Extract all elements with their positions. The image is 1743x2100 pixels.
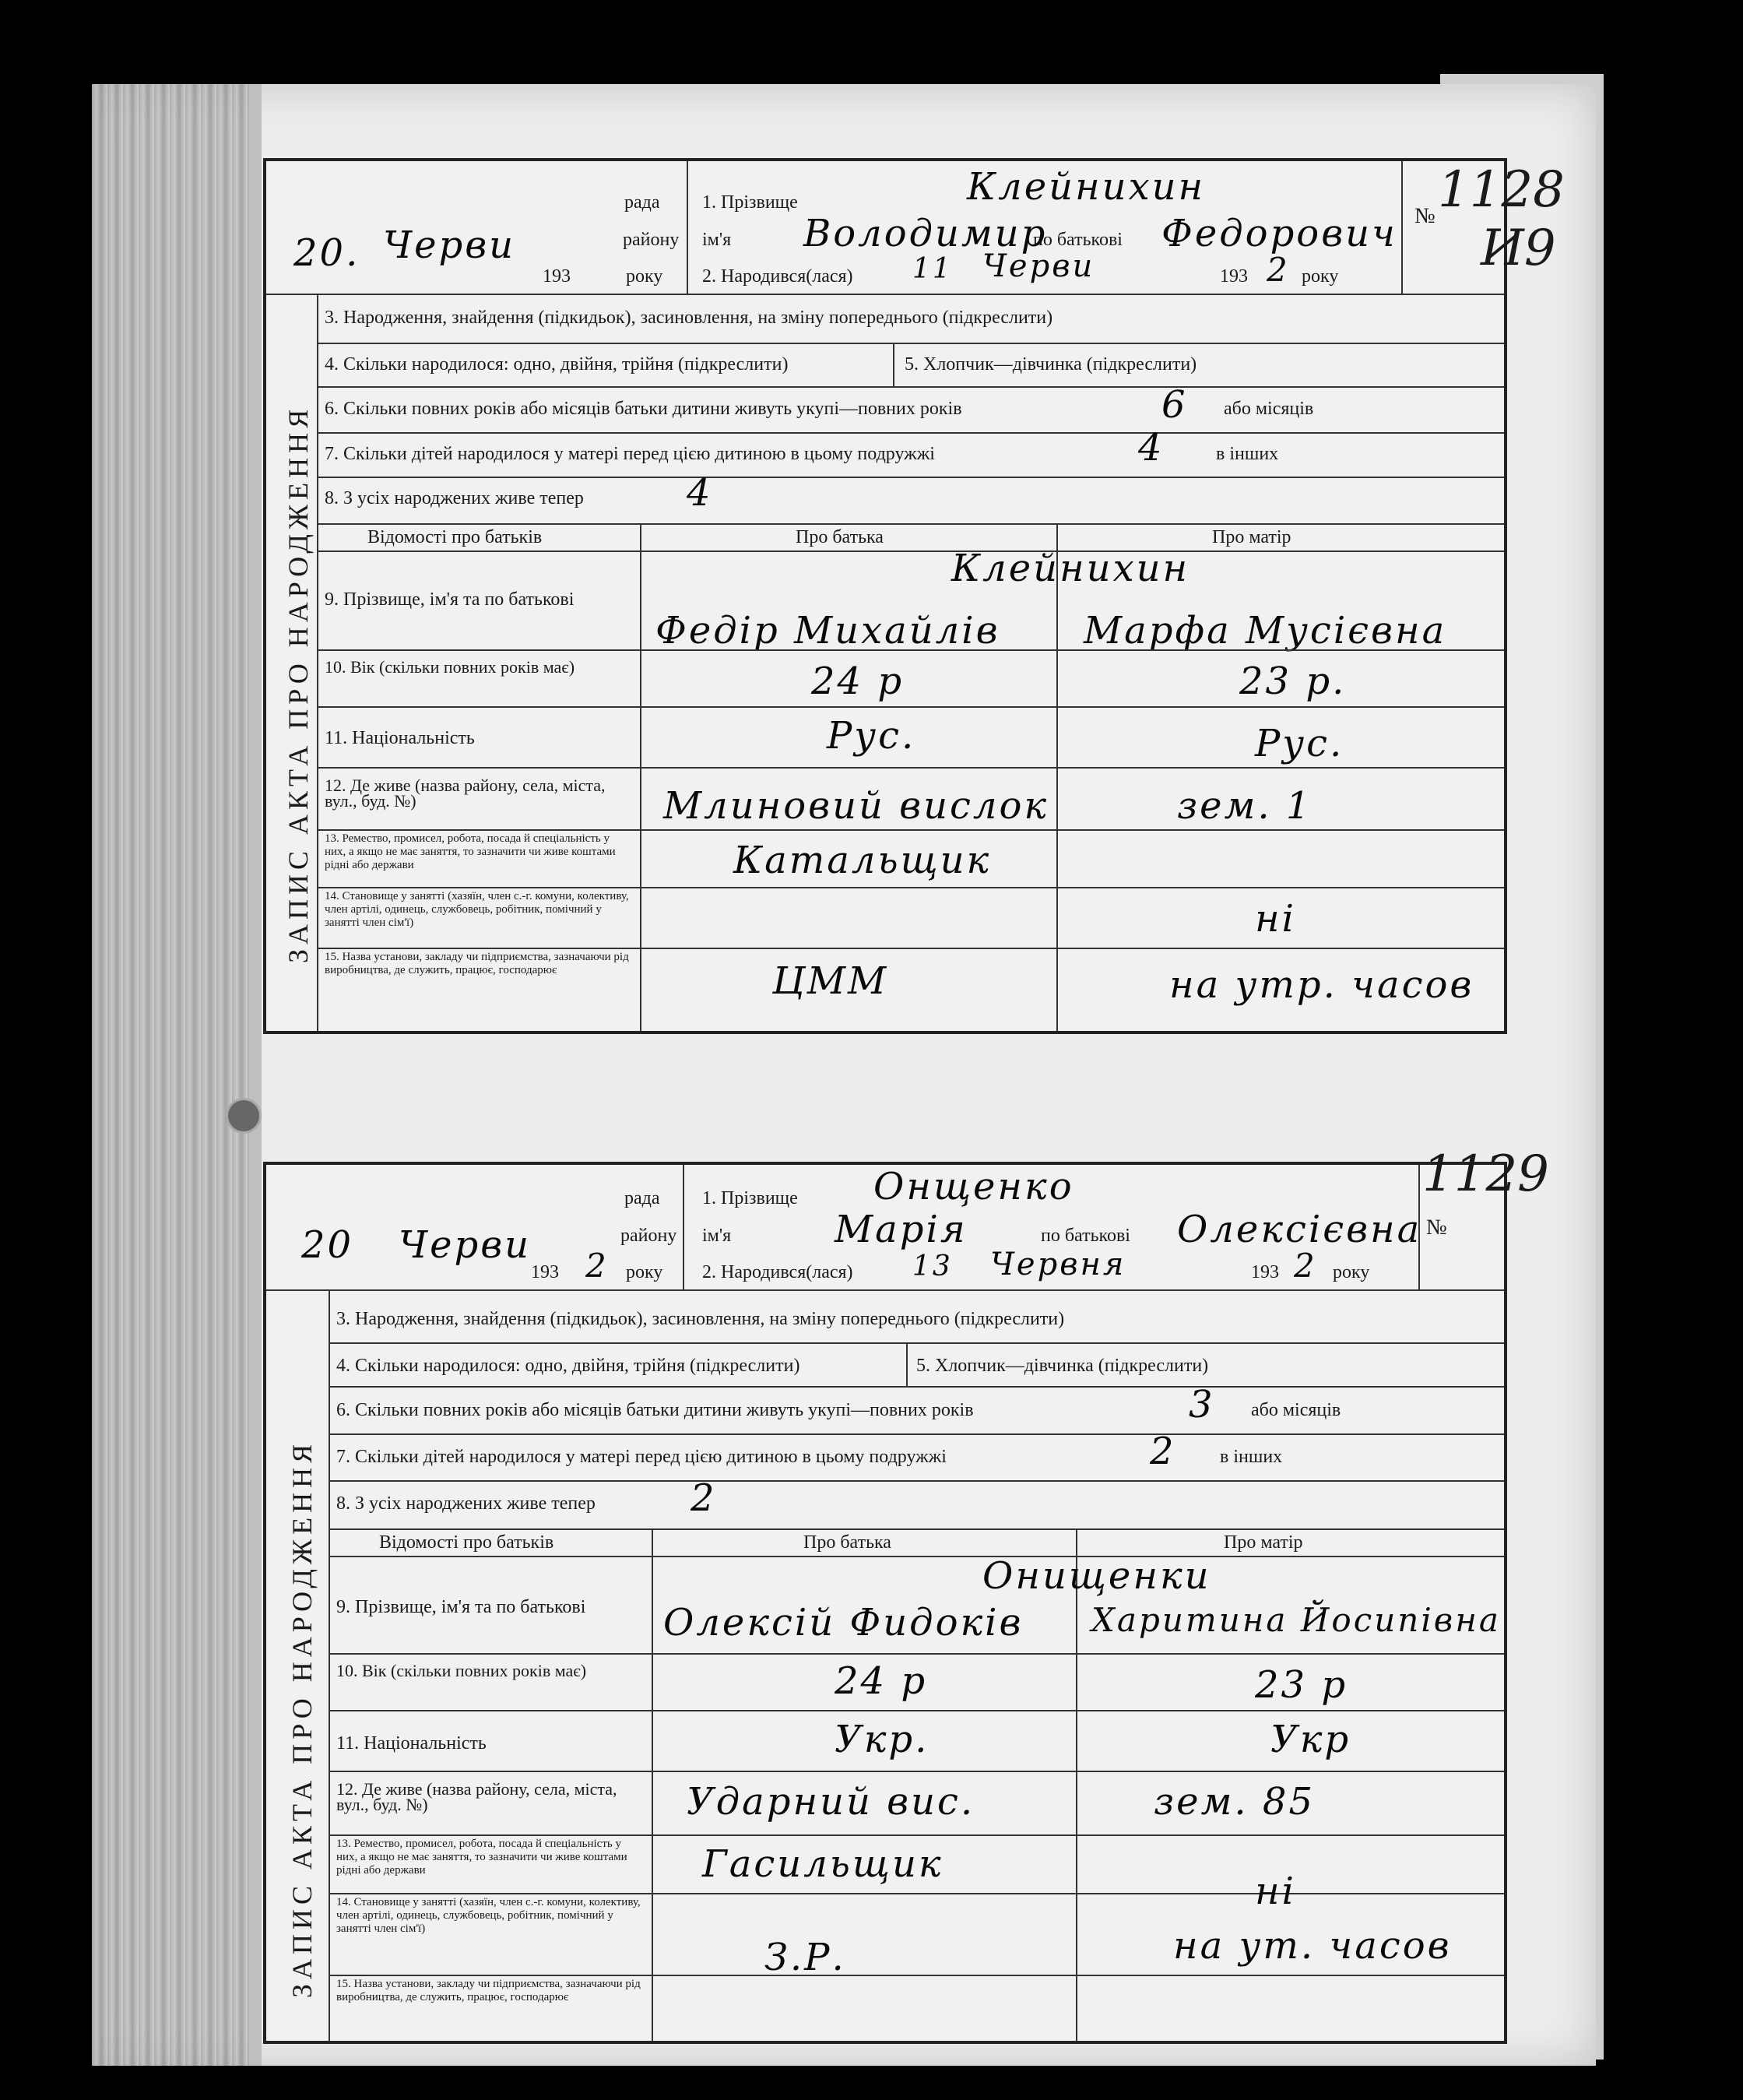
page-fold — [249, 84, 262, 2066]
field-6-years: 3 — [1189, 1383, 1215, 1426]
child-patronymic: Олексієвна — [1177, 1208, 1422, 1251]
parents-surname: Клейнихин — [951, 547, 1190, 590]
father-nationality: Укр. — [835, 1718, 929, 1761]
number-sign: № — [1414, 204, 1436, 228]
child-surname: Клейнихин — [967, 165, 1206, 209]
father-address: Ударний вис. — [687, 1780, 975, 1824]
side-title: ЗАПИС АКТА ПРО НАРОДЖЕННЯ — [286, 1439, 318, 1998]
field-8-label: 8. З усіх народжених живе тепер — [336, 1493, 596, 1514]
rada-label: рада — [624, 192, 660, 213]
field-6-months-label: або місяців — [1224, 399, 1314, 419]
binding-strip — [92, 84, 255, 2066]
birth-month: Черви — [982, 248, 1095, 284]
reg-day: 20. — [293, 231, 360, 275]
field-7-count: 4 — [1138, 426, 1165, 470]
child-name: Володимир — [803, 212, 1048, 255]
record-number: 1128 — [1438, 161, 1565, 219]
patronymic-label: по батькові — [1033, 230, 1123, 250]
row-9-label: 9. Прізвище, ім'я та по батькові — [325, 589, 575, 610]
col-info-header: Відомості про батьків — [379, 1532, 554, 1553]
side-title: ЗАПИС АКТА ПРО НАРОДЖЕННЯ — [283, 404, 314, 963]
record-2 — [263, 1145, 1549, 2044]
field-8-label: 8. З усіх народжених живе тепер — [325, 488, 584, 508]
father-nationality: Рус. — [827, 714, 916, 758]
row-11-label: 11. Національність — [325, 728, 475, 748]
father-workplace: З.Р. — [764, 1936, 846, 1979]
mother-name: Марфа Мусієвна — [1084, 609, 1447, 653]
patronymic-label: по батькові — [1041, 1226, 1130, 1246]
reg-year-digit: 2 — [585, 1247, 609, 1285]
field-6-months-label: або місяців — [1251, 1400, 1341, 1420]
birth-year-digit: 2 — [1294, 1247, 1317, 1285]
mother-age: 23 р — [1255, 1663, 1348, 1707]
col-father-header: Про батька — [796, 527, 884, 547]
birth-month: Червня — [990, 1247, 1126, 1282]
birth-year-prefix: 193 — [1220, 266, 1248, 287]
field-6-label: 6. Скільки повних років або місяців батьки дитини живуть укупі—повних років — [336, 1400, 974, 1420]
row-9-label: 9. Прізвище, ім'я та по батькові — [336, 1597, 586, 1617]
birth-day: 13 — [912, 1251, 953, 1282]
father-address: Млиновий вислок — [663, 784, 1049, 828]
birth-year-prefix: 193 — [1251, 1262, 1279, 1282]
reg-month: Черви — [383, 223, 516, 267]
mother-workplace: на ут. часов — [1173, 1924, 1452, 1968]
row-10-label: 10. Вік (скільки повних років має) — [325, 657, 575, 677]
rada-label: рада — [624, 1188, 660, 1208]
year-prefix-label: 193 — [531, 1262, 559, 1282]
father-occupation: Катальщик — [733, 839, 992, 882]
col-mother-header: Про матір — [1212, 527, 1291, 547]
field-3-label: 3. Народження, знайдення (підкидьок), засиновлення, на зміну попереднього (підкреслити) — [336, 1309, 1065, 1329]
father-age: 24 р — [835, 1659, 928, 1703]
field-3-label: 3. Народження, знайдення (підкидьок), засиновлення, на зміну попереднього (підкреслити) — [325, 308, 1053, 328]
row-12-label: 12. Де живе (назва району, села, міста, вул., буд. №) — [336, 1779, 617, 1814]
surname-label: 1. Прізвище — [702, 1188, 798, 1208]
field-5-label: 5. Хлопчик—дівчинка (підкреслити) — [905, 354, 1197, 375]
mother-status: ні — [1255, 897, 1296, 941]
child-patronymic: Федорович — [1161, 212, 1397, 255]
reg-month: Черви — [399, 1223, 532, 1267]
field-4-label: 4. Скільки народилося: одно, двійня, трійня (підкреслити) — [325, 354, 789, 375]
name-label: ім'я — [702, 1226, 732, 1246]
row-15-label: 15. Назва установи, закладу чи підприємства, зазначаючи рід виробництва, де служить, працює, господарює — [325, 951, 629, 976]
record-number-extra: И9 — [1481, 220, 1556, 277]
field-5-label: 5. Хлопчик—дівчинка (підкреслити) — [916, 1356, 1209, 1376]
born-label: 2. Народився(лася) — [702, 1262, 853, 1282]
birth-roku-label: року — [1333, 1262, 1370, 1282]
mother-status: ні — [1255, 1870, 1296, 1913]
roku-label: року — [626, 266, 663, 287]
father-name: Федір Михайлів — [655, 609, 1000, 653]
father-age: 24 р — [811, 660, 905, 703]
mother-age: 23 р. — [1239, 660, 1347, 703]
field-6-years: 6 — [1161, 383, 1188, 427]
col-info-header: Відомості про батьків — [367, 527, 543, 547]
field-8-count: 2 — [691, 1476, 717, 1520]
mother-workplace: на утр. часов — [1169, 963, 1474, 1007]
surname-label: 1. Прізвище — [702, 192, 798, 213]
birth-year-digit: 2 — [1267, 251, 1290, 289]
father-name: Олексій Фидоків — [663, 1601, 1024, 1644]
row-13-label: 13. Ремество, промисел, робота, посада й спеціальність у них, а якщо не має заняття, то зазначити чи живе коштами рідні або держави — [325, 832, 616, 871]
field-7-other-label: в інших — [1216, 444, 1279, 464]
year-prefix-label: 193 — [543, 266, 571, 287]
father-occupation: Гасильщик — [702, 1842, 944, 1886]
mother-nationality: Укр — [1270, 1718, 1351, 1761]
field-7-count: 2 — [1150, 1430, 1176, 1473]
record-number: 1129 — [1422, 1145, 1549, 1203]
field-4-label: 4. Скільки народилося: одно, двійня, трійня (підкреслити) — [336, 1356, 800, 1376]
child-name: Марія — [835, 1208, 968, 1251]
row-14-label: 14. Становище у занятті (хазяїн, член с.-г. комуни, колективу, член артілі, одинець, службовець, робітник, помічний у занятті член сім'ї) — [325, 890, 629, 929]
field-6-label: 6. Скільки повних років або місяців батьки дитини живуть укупі—повних років — [325, 399, 962, 419]
col-mother-header: Про матір — [1224, 1532, 1303, 1553]
birth-day: 11 — [912, 253, 953, 285]
mother-nationality: Рус. — [1255, 722, 1344, 765]
name-label: ім'я — [702, 230, 732, 250]
field-7-label: 7. Скільки дітей народилося у матері перед цією дитиною в цьому подружжі — [336, 1447, 947, 1467]
mother-name: Харитина Йосипівна — [1091, 1601, 1501, 1639]
row-11-label: 11. Національність — [336, 1733, 487, 1754]
number-sign: № — [1426, 1215, 1447, 1240]
birth-roku-label: року — [1302, 266, 1339, 287]
roku-label: року — [626, 1262, 663, 1282]
row-12-label: 12. Де живе (назва району, села, міста, вул., буд. №) — [325, 776, 606, 811]
row-15-label: 15. Назва установи, закладу чи підприємства, зазначаючи рід виробництва, де служить, працює, господарює — [336, 1978, 641, 2003]
field-7-label: 7. Скільки дітей народилося у матері перед цією дитиною в цьому подружжі — [325, 444, 935, 464]
rayonu-label: району — [623, 230, 680, 250]
parents-surname: Онищенки — [982, 1554, 1211, 1598]
born-label: 2. Народився(лася) — [702, 266, 853, 287]
field-7-other-label: в інших — [1220, 1447, 1283, 1467]
mother-address: зем. 1 — [1177, 784, 1313, 828]
field-8-count: 4 — [687, 471, 713, 515]
reg-day: 20 — [301, 1223, 354, 1267]
record-1 — [263, 158, 1565, 1034]
col-father-header: Про батька — [803, 1532, 891, 1553]
row-14-label: 14. Становище у занятті (хазяїн, член с.-г. комуни, колективу, член артілі, одинець, службовець, робітник, помічний у занятті член сім'ї) — [336, 1896, 641, 1935]
row-13-label: 13. Ремество, промисел, робота, посада й спеціальність у них, а якщо не має заняття, то зазначити чи живе коштами рідні або держави — [336, 1838, 627, 1877]
row-10-label: 10. Вік (скільки повних років має) — [336, 1661, 587, 1680]
child-surname: Онщенко — [873, 1165, 1074, 1208]
binding-hole — [226, 1098, 262, 1134]
rayonu-label: району — [620, 1226, 677, 1246]
mother-address: зем. 85 — [1154, 1780, 1315, 1824]
father-workplace: ЦММ — [772, 959, 889, 1003]
